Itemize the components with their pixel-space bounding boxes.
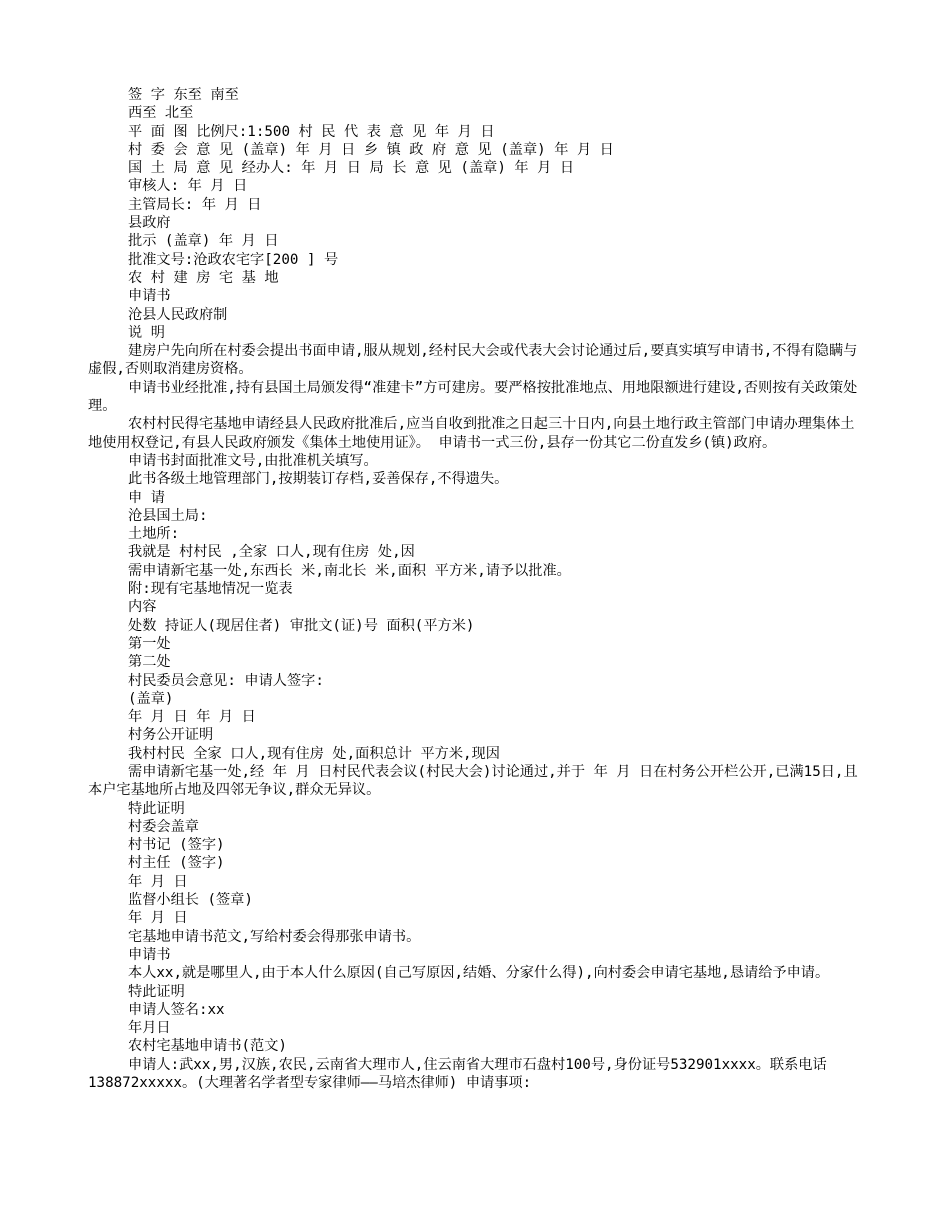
text-line: 农村宅基地申请书(范文) xyxy=(128,1038,287,1055)
text-line: 村委会盖章 xyxy=(128,818,199,835)
text-line: 西至 北至 xyxy=(128,105,194,122)
text-line: 土地所: xyxy=(128,526,180,543)
explain-paragraph: 农村村民得宅基地申请经县人民政府批准后,应当自收到批准之日起三十日内,向县土地行政主管部门申请办理集体土地使用权登记,有县人民政府颁发《集体土地使用证》。 申请书一式三份,县存一份其它二份直发乡(镇)政府。 xyxy=(88,416,855,451)
text-line: 年 月 日 xyxy=(128,910,188,927)
text-line: 说 明 xyxy=(128,324,165,341)
text-line: 处数 持证人(现居住者) 审批文(证)号 面积(平方米) xyxy=(128,617,475,634)
text-line: 第一处 xyxy=(128,635,171,652)
text-line: 审核人: 年 月 日 xyxy=(128,178,248,195)
text-line: 申请书 xyxy=(128,288,171,305)
text-line: 村书记 (签字) xyxy=(128,837,225,854)
explain-paragraph: 申请书封面批准文号,由批准机关填写。 xyxy=(128,452,378,469)
explain-paragraph: 建房户先向所在村委会提出书面申请,服从规划,经村民大会或代表大会讨论通过后,要真实填写申请书,不得有隐瞒与虚假,否则取消建房资格。 xyxy=(88,343,858,378)
text-line: 年 月 日 年 月 日 xyxy=(128,709,256,726)
text-line: 批准文号:沧政农宅字[200 ] 号 xyxy=(128,251,339,268)
explain-paragraph: 此书各级土地管理部门,按期装订存档,妥善保存,不得遗失。 xyxy=(128,471,509,488)
text-line: (盖章) xyxy=(128,690,174,707)
text-line: 特此证明 xyxy=(128,983,185,1000)
text-line: 村民委员会意见: 申请人签字: xyxy=(128,672,324,689)
text-line: 我就是 村村民 ,全家 口人,现有住房 处,因 xyxy=(128,544,415,561)
text-line: 附:现有宅基地情况一览表 xyxy=(128,581,293,598)
document-body xyxy=(88,86,868,1092)
text-line: 村主任 (签字) xyxy=(128,855,225,872)
text-line: 平 面 图 比例尺:1:500 村 民 代 表 意 见 年 月 日 xyxy=(128,123,495,140)
text-line: 县政府 xyxy=(128,215,171,232)
sample-paragraph: 本人xx,就是哪里人,由于本人什么原因(自己写原因,结婚、分家什么得),向村委会申请宅基地,恳请给予申请。 xyxy=(128,965,830,982)
text-line: 我村村民 全家 口人,现有住房 处,面积总计 平方米,现因 xyxy=(128,745,500,762)
text-line: 国 土 局 意 见 经办人: 年 月 日 局 长 意 见 (盖章) 年 月 日 xyxy=(128,160,575,177)
text-line: 村 委 会 意 见 (盖章) 年 月 日 乡 镇 政 府 意 见 (盖章) 年 月 日 xyxy=(128,141,614,158)
explain-paragraph: 申请书业经批准,持有县国土局颁发得“准建卡”方可建房。要严格按批准地点、用地限额进行建设,否则按有关政策处理。 xyxy=(88,379,858,415)
text-line: 监督小组长 (签章) xyxy=(128,892,253,909)
text-line: 签 字 东至 南至 xyxy=(128,87,239,103)
text-line: 年 月 日 xyxy=(128,873,188,890)
text-line: 内容 xyxy=(128,599,157,616)
text-line: 宅基地申请书范文,写给村委会得那张申请书。 xyxy=(128,928,421,945)
text-line: 第二处 xyxy=(128,654,171,671)
text-line: 年月日 xyxy=(128,1020,171,1037)
text-line: 申请人签名:xx xyxy=(128,1001,225,1018)
text-line: 特此证明 xyxy=(128,800,185,817)
text-line: 村务公开证明 xyxy=(128,727,214,744)
text-line: 主管局长: 年 月 日 xyxy=(128,196,262,213)
text-line: 沧县国土局: xyxy=(128,507,208,524)
text-line: 需申请新宅基一处,东西长 米,南北长 米,面积 平方米,请予以批准。 xyxy=(128,562,571,579)
proof-paragraph: 需申请新宅基一处,经 年 月 日村民代表会议(村民大会)讨论通过,并于 年 月 日在村务公开栏公开,已满15日,且本户宅基地所占地及四邻无争议,群众无异议。 xyxy=(88,763,858,799)
applicant-paragraph: 申请人:武xx,男,汉族,农民,云南省大理市人,住云南省大理市石盘村100号,身份证号532901xxxx。联系电话138872xxxxx。(大理著名学者型专家律师——马培杰律师) 申请事项: xyxy=(88,1056,827,1092)
text-line: 批示 (盖章) 年 月 日 xyxy=(128,233,279,250)
text-line: 申请书 xyxy=(128,946,171,963)
text-line: 农 村 建 房 宅 基 地 xyxy=(128,269,279,286)
text-line: 沧县人民政府制 xyxy=(128,306,228,323)
text-line: 申 请 xyxy=(128,489,165,506)
